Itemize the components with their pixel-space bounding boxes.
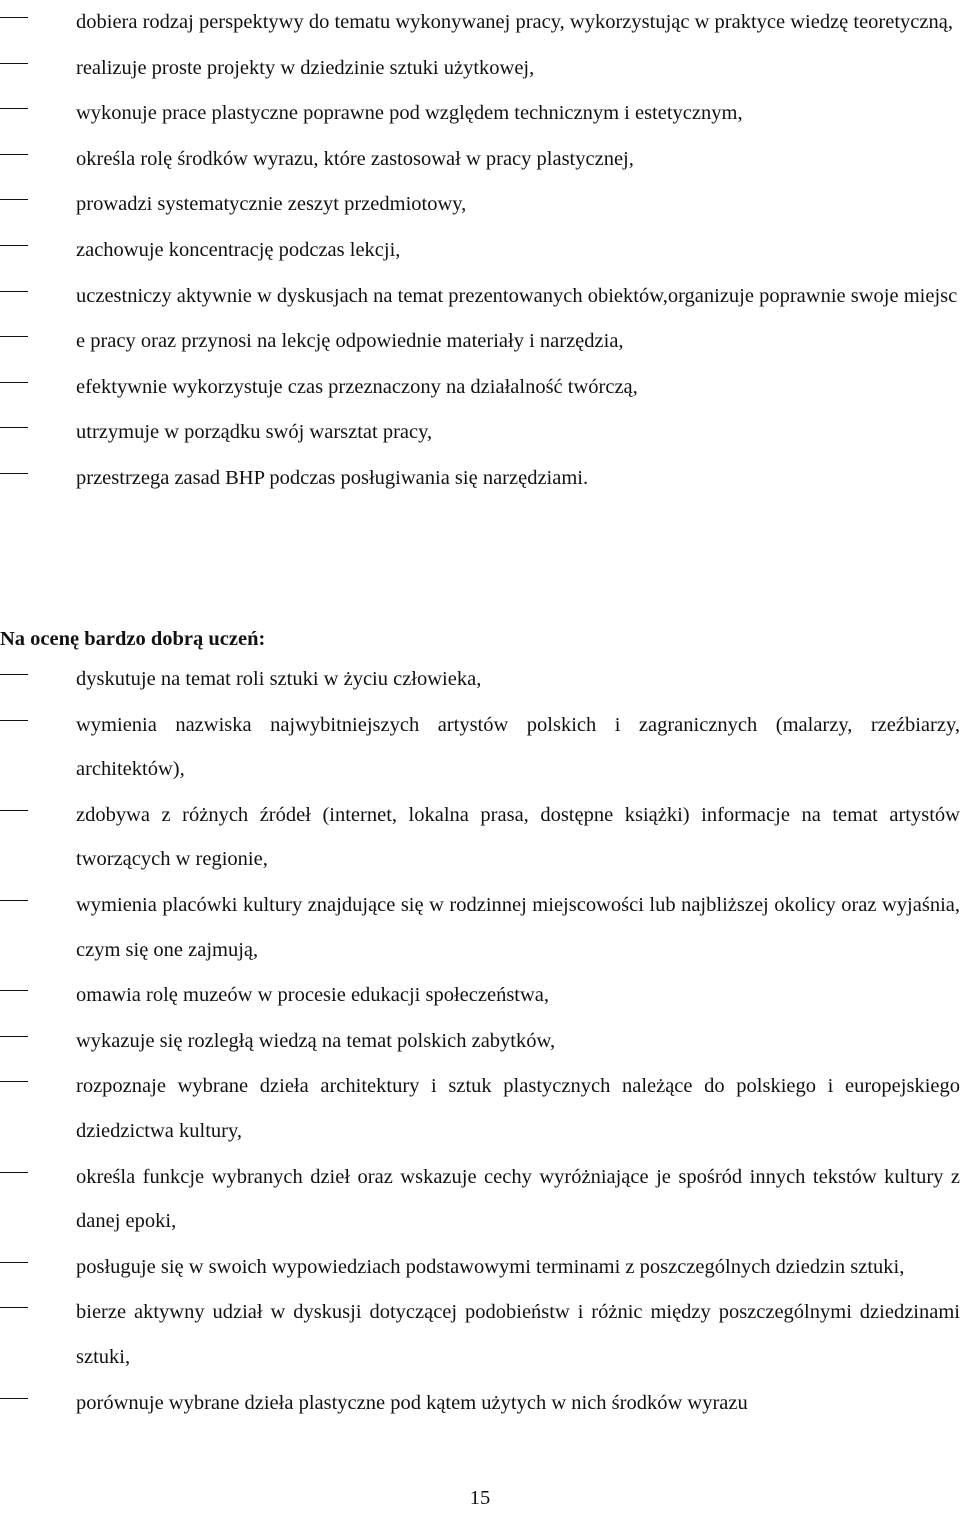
list-item xyxy=(0,410,960,455)
list-item-text: e pracy oraz przynosi na lekcję odpowiednie materiały i narzędzia, xyxy=(76,330,624,353)
list-item xyxy=(0,91,960,136)
criteria-list-very-good xyxy=(0,657,960,1425)
dash-bullet xyxy=(0,245,28,246)
list-item-text: uczestniczy aktywnie w dyskusjach na temat prezentowanych obiektów,organizuje poprawnie swoje miejsc xyxy=(76,284,958,307)
dash-bullet xyxy=(0,108,28,109)
list-item-text: prowadzi systematycznie zeszyt przedmiotowy, xyxy=(76,193,467,216)
dash-bullet xyxy=(0,154,28,155)
dash-bullet xyxy=(0,473,28,474)
list-item-text: określa funkcje wybranych dzieł oraz wskazuje cechy wyróżniające je spośród innych tekstów kultury z danej epoki, xyxy=(76,1165,960,1233)
list-item xyxy=(0,182,960,227)
list-item xyxy=(0,274,960,319)
dash-bullet xyxy=(0,1262,28,1263)
criteria-list-good xyxy=(0,0,960,501)
list-item xyxy=(0,1381,960,1426)
list-item xyxy=(0,1155,960,1244)
dash-bullet xyxy=(0,900,28,901)
list-item xyxy=(0,1290,960,1379)
list-item-text: zdobywa z różnych źródeł (internet, lokalna prasa, dostępne książki) informacje na temat artystów tworzących w regionie, xyxy=(76,803,960,871)
dash-bullet xyxy=(0,810,28,811)
list-item-text: zachowuje koncentrację podczas lekcji, xyxy=(76,238,401,261)
dash-bullet xyxy=(0,1398,28,1399)
list-item xyxy=(0,657,960,702)
list-item xyxy=(0,1245,960,1290)
list-item-text: dobiera rodzaj perspektywy do tematu wykonywanej pracy, wykorzystując w praktyce wiedzę teoretyczną, xyxy=(76,11,953,33)
list-item xyxy=(0,137,960,182)
list-item-text: rozpoznaje wybrane dzieła architektury i sztuk plastycznych należące do polskiego i europejskiego dziedzictwa kultury, xyxy=(76,1075,960,1142)
dash-bullet xyxy=(0,1307,28,1308)
list-item-text: posługuje się w swoich wypowiedziach podstawowymi terminami z poszczególnych dziedzin sztuki, xyxy=(76,1255,905,1278)
list-item xyxy=(0,228,960,273)
list-item xyxy=(0,793,960,882)
list-item xyxy=(0,46,960,91)
list-item-text: wykonuje prace plastyczne poprawne pod względem technicznym i estetycznym, xyxy=(76,102,743,125)
list-item-text: wymienia nazwiska najwybitniejszych artystów polskich i zagranicznych (malarzy, rzeźbiarzy, architektów), xyxy=(76,713,960,781)
list-item-text: utrzymuje w porządku swój warsztat pracy, xyxy=(76,421,433,444)
list-item-text: dyskutuje na temat roli sztuki w życiu człowieka, xyxy=(76,668,482,690)
list-item xyxy=(0,456,960,501)
list-item-text: wymienia placówki kultury znajdujące się w rodzinnej miejscowości lub najbliższej okolicy oraz wyjaśnia, czym się one zajmują, xyxy=(76,893,960,961)
dash-bullet xyxy=(0,291,28,292)
list-item xyxy=(0,365,960,410)
list-item-text: efektywnie wykorzystuje czas przeznaczony na działalność twórczą, xyxy=(76,375,638,398)
dash-bullet xyxy=(0,990,28,991)
list-item xyxy=(0,703,960,792)
dash-bullet xyxy=(0,720,28,721)
list-item xyxy=(0,319,960,364)
list-item-text: określa rolę środków wyrazu, które zastosował w pracy plastycznej, xyxy=(76,147,634,170)
list-item xyxy=(0,1019,960,1064)
page-number: 15 xyxy=(469,1487,491,1509)
list-item-text: porównuje wybrane dzieła plastyczne pod kątem użytych w nich środków wyrazu xyxy=(76,1391,748,1414)
dash-bullet xyxy=(0,17,28,18)
list-item xyxy=(0,883,960,972)
list-item-text: omawia rolę muzeów w procesie edukacji społeczeństwa, xyxy=(76,984,550,1007)
dash-bullet xyxy=(0,1081,28,1082)
list-item xyxy=(0,1064,960,1153)
list-item-text: wykazuje się rozległą wiedzą na temat polskich zabytków, xyxy=(76,1029,556,1052)
dash-bullet xyxy=(0,1172,28,1173)
section-heading: Na ocenę bardzo dobrą uczeń: xyxy=(0,628,266,650)
dash-bullet xyxy=(0,63,28,64)
list-item xyxy=(0,973,960,1018)
dash-bullet xyxy=(0,336,28,337)
dash-bullet xyxy=(0,382,28,383)
dash-bullet xyxy=(0,427,28,428)
list-item-text: przestrzega zasad BHP podczas posługiwania się narzędziami. xyxy=(76,466,589,489)
list-item xyxy=(0,0,960,45)
dash-bullet xyxy=(0,674,28,675)
list-item-text: realizuje proste projekty w dziedzinie sztuki użytkowej, xyxy=(76,56,535,79)
dash-bullet xyxy=(0,199,28,200)
dash-bullet xyxy=(0,1036,28,1037)
list-item-text: bierze aktywny udział w dyskusji dotyczącej podobieństw i różnic między poszczególnymi dziedzinami sztuki, xyxy=(76,1301,960,1368)
